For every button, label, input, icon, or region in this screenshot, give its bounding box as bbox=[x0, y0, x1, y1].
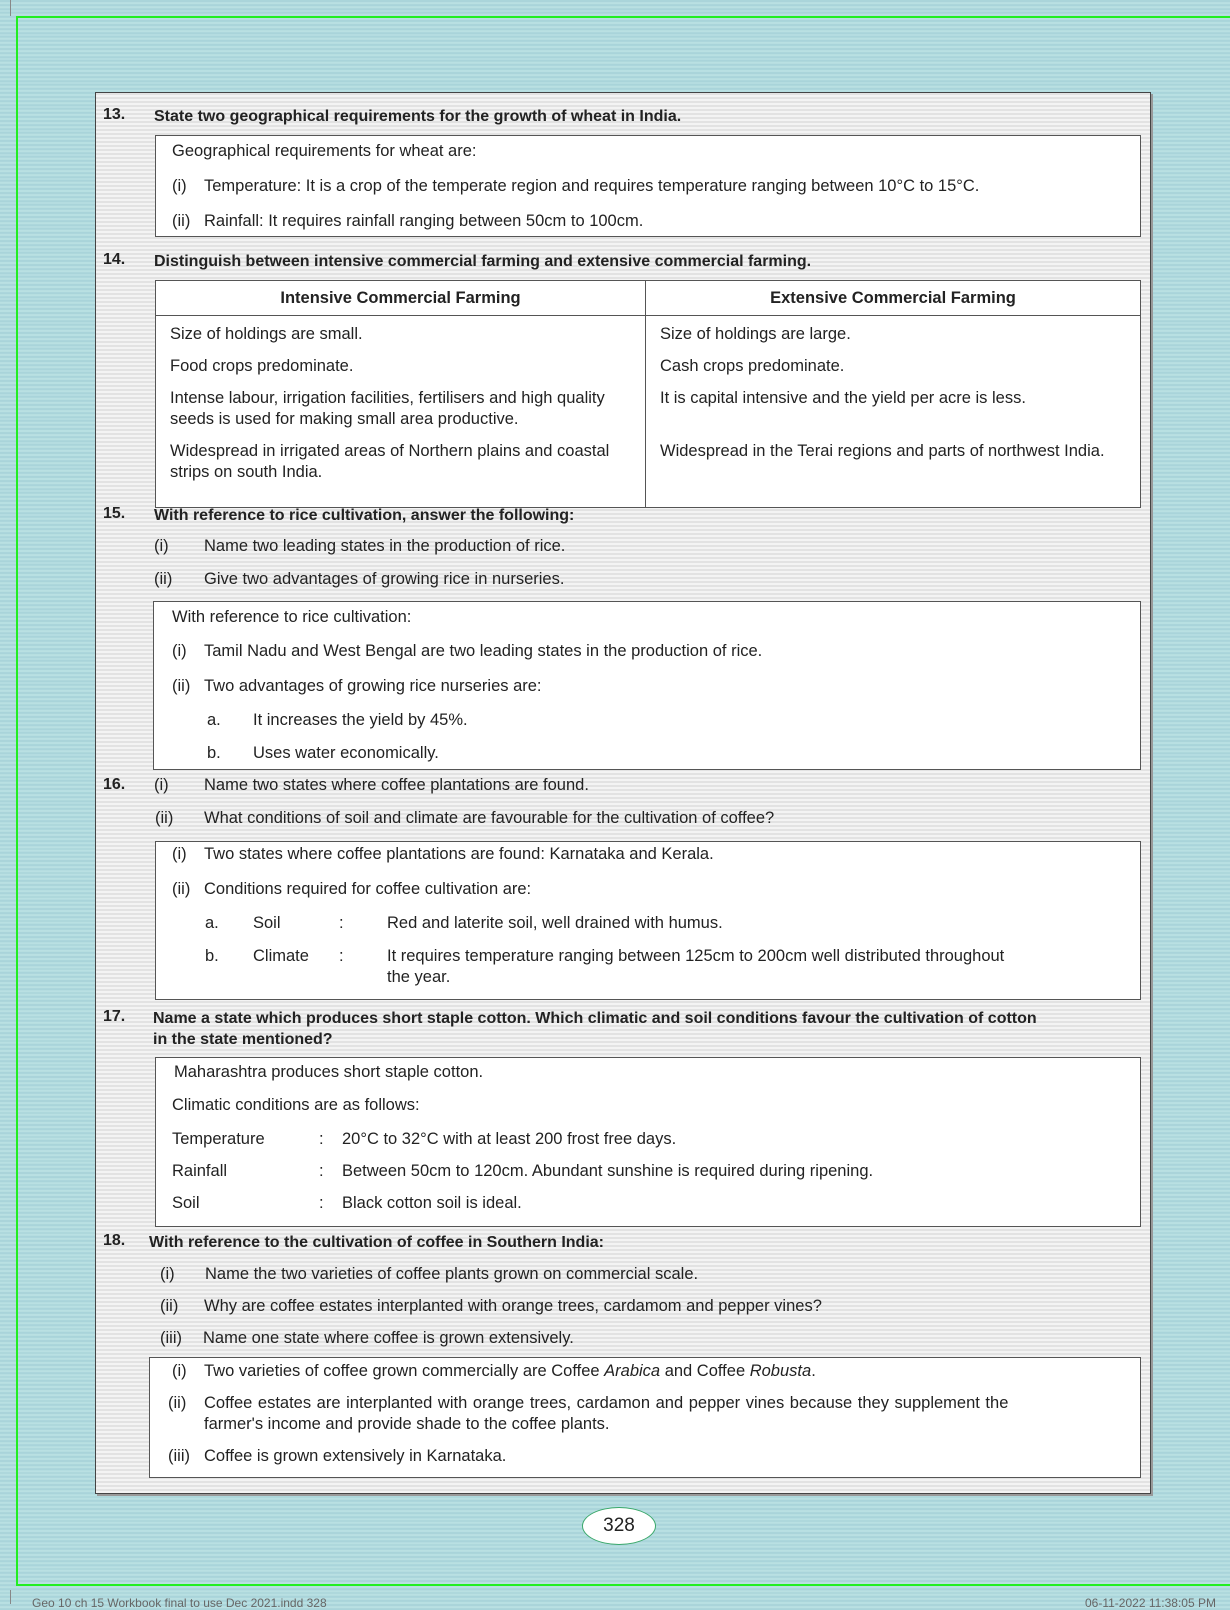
question-text: Distinguish between intensive commercial farming and extensive commercial farming. bbox=[154, 253, 812, 270]
footer-timestamp: 06-11-2022 11:38:05 PM bbox=[1085, 1596, 1216, 1610]
table-cell: Intense labour, irrigation facilities, fertilisers and high quality seeds is used for making small area productive. bbox=[170, 389, 605, 428]
answer-17: Maharashtra produces short staple cotton. Climatic conditions are as follows: Temperature : 20°C to 32°C with at least 200 frost free days. Rainfall : Between 50cm to 120cm. Abundant sunshine is required during ripening. Soil : Black cotton soil is ideal. bbox=[155, 1057, 1141, 1227]
question-text: With reference to rice cultivation, answer the following: bbox=[154, 507, 575, 524]
table-cell: Widespread in the Terai regions and parts of northwest India. bbox=[660, 442, 1105, 460]
question-number: 15. bbox=[103, 505, 126, 522]
question-number: 18. bbox=[103, 1232, 126, 1249]
question-text: State two geographical requirements for the growth of wheat in India. bbox=[154, 108, 682, 125]
answer-intro: Geographical requirements for wheat are: bbox=[172, 142, 477, 160]
table-cell: Food crops predominate. bbox=[170, 357, 354, 375]
answer-13: Geographical requirements for wheat are: (i) Temperature: It is a crop of the temperate region and requires temperature ranging between 10°C to 15°C. (ii) Rainfall: It requires rainfall ranging between 50cm to 100cm. bbox=[155, 135, 1141, 237]
comparison-table bbox=[155, 280, 1141, 508]
question-text: With reference to the cultivation of coffee in Southern India: bbox=[149, 1234, 604, 1251]
answer-line: Climatic conditions are as follows: bbox=[172, 1096, 420, 1114]
crop-mark-bottom bbox=[10, 1590, 11, 1604]
question-number: 17. bbox=[103, 1008, 126, 1025]
question-number: 14. bbox=[103, 251, 126, 268]
answer-line: Maharashtra produces short staple cotton. bbox=[174, 1063, 484, 1081]
column-header: Intensive Commercial Farming bbox=[156, 281, 646, 316]
question-text: Name a state which produces short staple cotton. Which climatic and soil conditions favour the cultivation of cotton bbox=[153, 1010, 1037, 1027]
answer-16: (i) Two states where coffee plantations are found: Karnataka and Kerala. (ii) Conditions required for coffee cultivation are: a. Soil : Red and laterite soil, well drained with humus. b. Climate : It requires temperature ranging between 125cm to 200cm well distributed throughout the year. bbox=[155, 841, 1141, 1000]
question-number: 13. bbox=[103, 106, 126, 123]
answer-15: With reference to rice cultivation: (i) Tamil Nadu and West Bengal are two leading states in the production of rice. (ii) Two advantages of growing rice nurseries are: a. It increases the yield by 45%. b. Uses water economically. bbox=[153, 601, 1141, 770]
table-cell: Widespread in irrigated areas of Northern plains and coastal strips on south India. bbox=[170, 442, 610, 481]
column-header: Extensive Commercial Farming bbox=[646, 281, 1141, 316]
page-number-badge: 328 bbox=[582, 1507, 656, 1545]
table-cell: Cash crops predominate. bbox=[660, 357, 845, 375]
answer-intro: With reference to rice cultivation: bbox=[172, 608, 412, 626]
footer-file-slug: Geo 10 ch 15 Workbook final to use Dec 2021.indd 328 bbox=[32, 1596, 327, 1610]
crop-mark-top bbox=[10, 0, 11, 16]
table-cell: Size of holdings are large. bbox=[660, 325, 851, 343]
answer-18: (i) Two varieties of coffee grown commercially are Coffee Arabica and Coffee Robusta. (ii) Coffee estates are interplanted with orange trees, cardamon and pepper vines because they supplement the farmer's income and provide shade to the coffee plants. (iii) Coffee is grown extensively in Karnataka. bbox=[149, 1357, 1141, 1478]
question-number: 16. bbox=[103, 776, 126, 793]
table-cell: It is capital intensive and the yield per acre is less. bbox=[660, 389, 1026, 407]
table-header-row bbox=[156, 281, 1141, 316]
question-text-cont: in the state mentioned? bbox=[153, 1031, 333, 1048]
table-cell: Size of holdings are small. bbox=[170, 325, 363, 343]
table-row bbox=[156, 316, 1141, 508]
